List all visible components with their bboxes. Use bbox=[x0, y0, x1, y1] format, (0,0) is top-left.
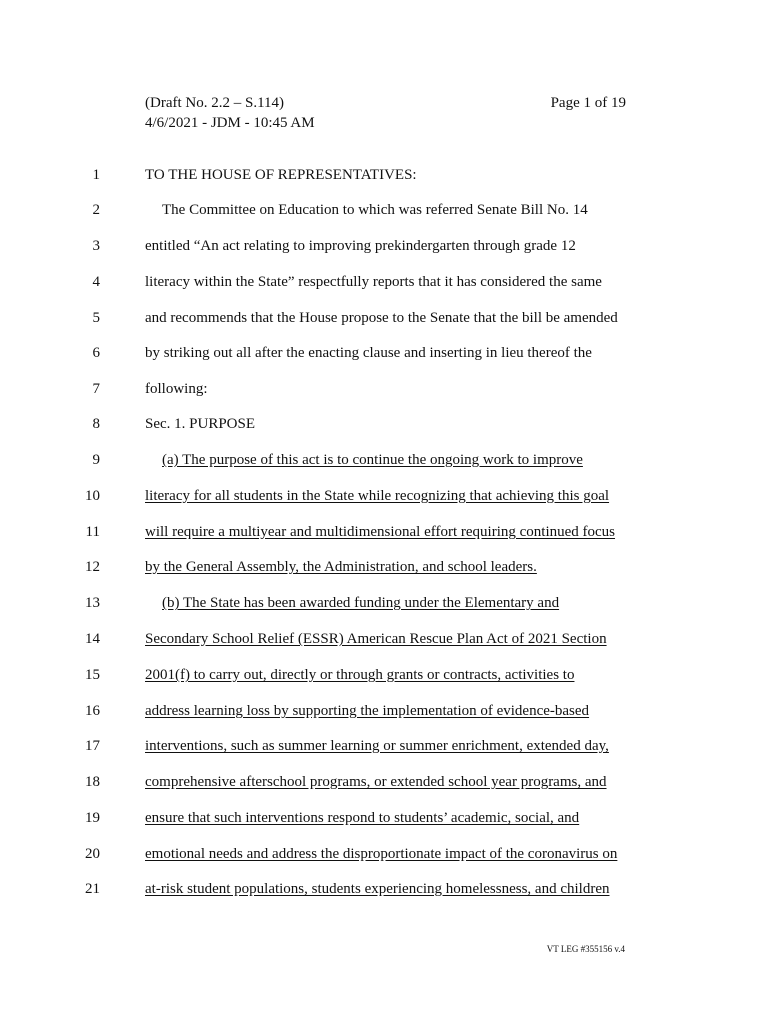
line-text: address learning loss by supporting the implementation of evidence-based bbox=[145, 703, 590, 719]
line-text: literacy for all students in the State while recognizing that achieving this goal bbox=[145, 488, 610, 504]
line-number: 12 bbox=[85, 559, 100, 575]
line-number: 21 bbox=[85, 881, 100, 897]
line-text: at-risk student populations, students experiencing homelessness, and children bbox=[145, 881, 610, 897]
line-text: Secondary School Relief (ESSR) American Rescue Plan Act of 2021 Section bbox=[145, 631, 607, 647]
document-line bbox=[0, 807, 770, 829]
document-line bbox=[0, 449, 770, 471]
draft-header bbox=[145, 93, 315, 133]
document-line bbox=[0, 556, 770, 578]
line-number: 14 bbox=[85, 631, 100, 647]
document-line bbox=[0, 485, 770, 507]
line-text: entitled “An act relating to improving prekindergarten through grade 12 bbox=[145, 238, 576, 254]
line-number: 9 bbox=[92, 452, 100, 468]
document-line bbox=[0, 413, 770, 435]
line-text: The Committee on Education to which was referred Senate Bill No. 14 bbox=[162, 202, 588, 218]
document-line bbox=[0, 735, 770, 757]
line-number: 16 bbox=[85, 703, 100, 719]
document-line bbox=[0, 521, 770, 543]
document-line bbox=[0, 771, 770, 793]
document-line bbox=[0, 878, 770, 900]
document-line bbox=[0, 199, 770, 221]
line-text: (b) The State has been awarded funding under the Elementary and bbox=[162, 595, 560, 611]
line-text: ensure that such interventions respond to students’ academic, social, and bbox=[145, 810, 580, 826]
line-text: emotional needs and address the disproportionate impact of the coronavirus on bbox=[145, 846, 618, 862]
line-text: and recommends that the House propose to the Senate that the bill be amended bbox=[145, 310, 618, 326]
line-number: 7 bbox=[92, 381, 100, 397]
document-line bbox=[0, 592, 770, 614]
draft-datetime: 4/6/2021 - JDM - 10:45 AM bbox=[145, 115, 315, 131]
line-text: by the General Assembly, the Administration, and school leaders. bbox=[145, 559, 537, 575]
line-number: 20 bbox=[85, 846, 100, 862]
line-number: 3 bbox=[92, 238, 100, 254]
document-id-footer: VT LEG #355156 v.4 bbox=[546, 944, 625, 954]
line-text: (a) The purpose of this act is to continue the ongoing work to improve bbox=[162, 452, 583, 468]
line-number: 4 bbox=[92, 274, 100, 290]
line-text: 2001(f) to carry out, directly or through grants or contracts, activities to bbox=[145, 667, 575, 683]
line-text: by striking out all after the enacting clause and inserting in lieu thereof the bbox=[145, 345, 592, 361]
line-text: interventions, such as summer learning or summer enrichment, extended day, bbox=[145, 738, 609, 754]
line-number: 17 bbox=[85, 738, 100, 754]
line-number: 13 bbox=[85, 595, 100, 611]
line-number: 19 bbox=[85, 810, 100, 826]
document-line bbox=[0, 843, 770, 865]
document-line bbox=[0, 664, 770, 686]
draft-number: (Draft No. 2.2 – S.114) bbox=[145, 95, 285, 111]
line-number: 11 bbox=[85, 524, 100, 540]
document-line bbox=[0, 235, 770, 257]
line-number: 15 bbox=[85, 667, 100, 683]
line-number: 8 bbox=[92, 416, 100, 432]
line-text: TO THE HOUSE OF REPRESENTATIVES: bbox=[145, 167, 417, 183]
line-number: 1 bbox=[92, 167, 100, 183]
line-text: following: bbox=[145, 381, 208, 397]
line-number: 5 bbox=[92, 310, 100, 326]
document-line bbox=[0, 271, 770, 293]
line-text: will require a multiyear and multidimensional effort requiring continued focus bbox=[145, 524, 616, 540]
document-line bbox=[0, 628, 770, 650]
document-line bbox=[0, 342, 770, 364]
document-line bbox=[0, 164, 770, 186]
document-line bbox=[0, 700, 770, 722]
document-line bbox=[0, 307, 770, 329]
document-line bbox=[0, 378, 770, 400]
line-number: 2 bbox=[92, 202, 100, 218]
line-number: 10 bbox=[85, 488, 100, 504]
line-text: comprehensive afterschool programs, or extended school year programs, and bbox=[145, 774, 607, 790]
line-number: 18 bbox=[85, 774, 100, 790]
page-indicator: Page 1 of 19 bbox=[550, 95, 626, 111]
line-text: literacy within the State” respectfully reports that it has considered the same bbox=[145, 274, 602, 290]
line-number: 6 bbox=[92, 345, 100, 361]
line-text: Sec. 1. PURPOSE bbox=[145, 416, 256, 432]
